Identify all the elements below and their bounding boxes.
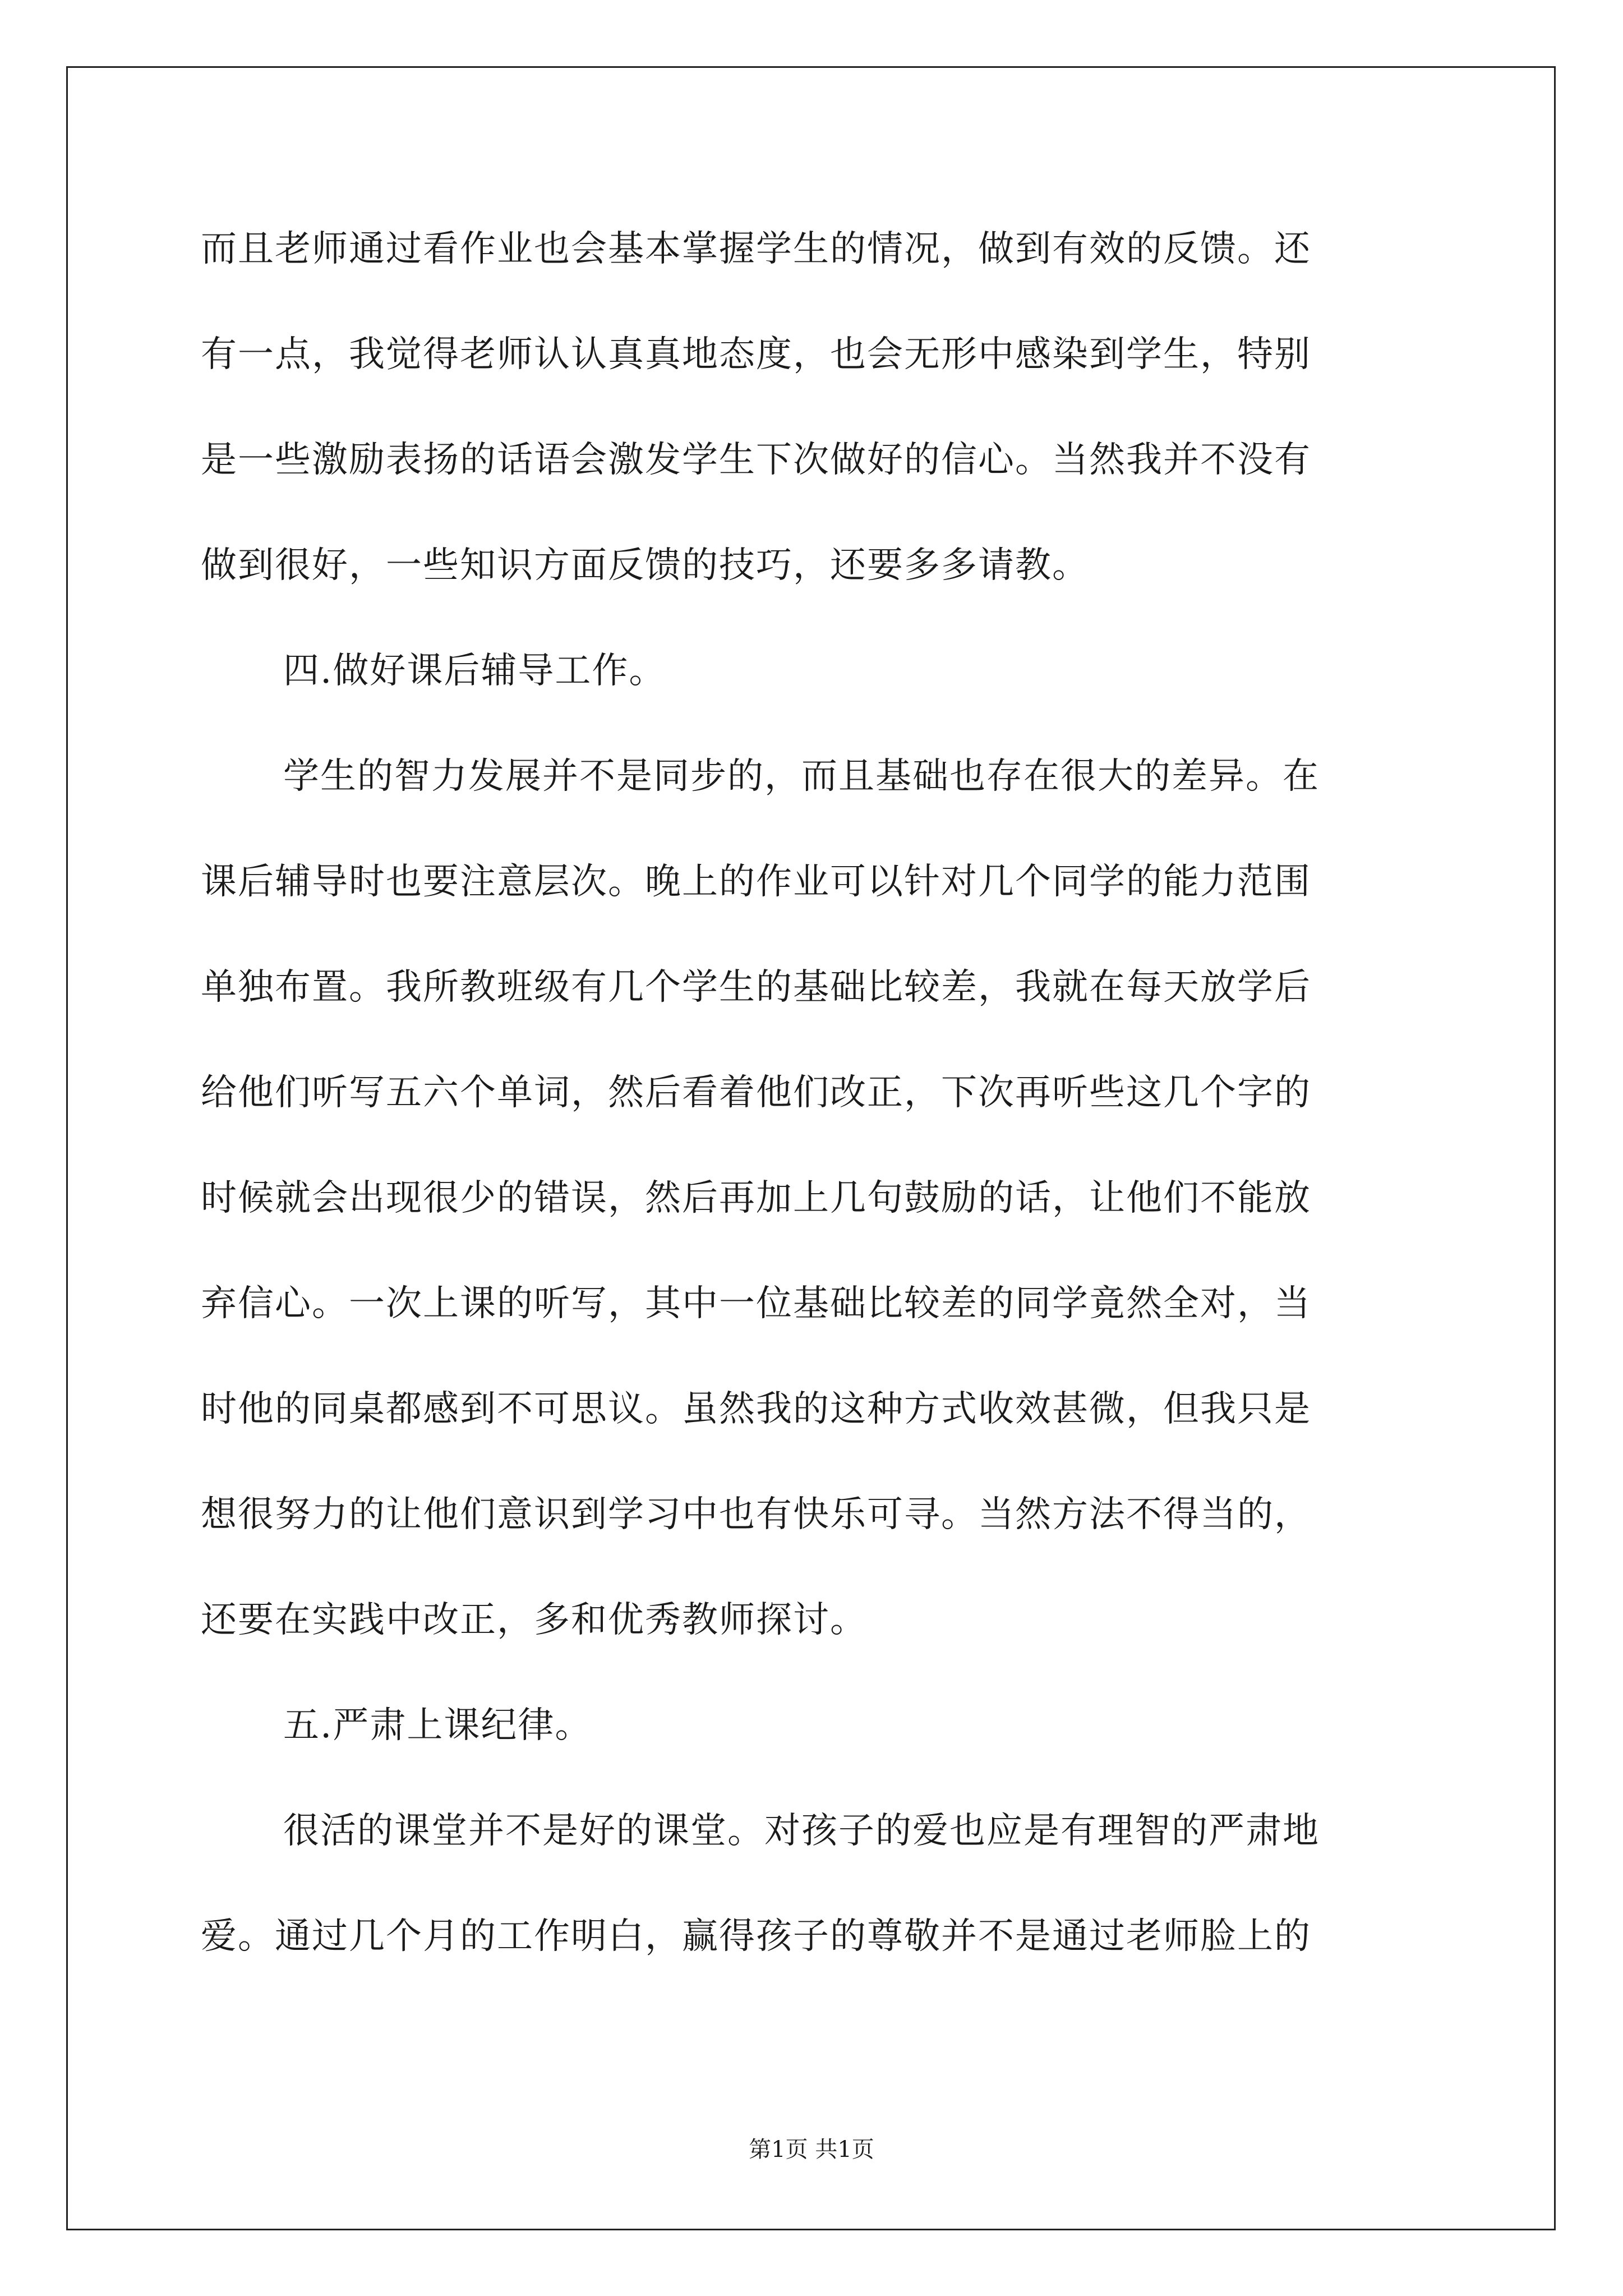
- body-line: 想很努力的让他们意识到学习中也有快乐可寻。当然方法不得当的，: [201, 1494, 1311, 1535]
- body-line: 有一点，我觉得老师认认真真地态度，也会无形中感染到学生，特别: [201, 334, 1311, 375]
- body-line: 单独布置。我所教班级有几个学生的基础比较差，我就在每天放学后: [201, 967, 1311, 1008]
- body-line: 很活的课堂并不是好的课堂。对孩子的爱也应是有理智的严肃地: [283, 1810, 1320, 1852]
- body-line: 爱。通过几个月的工作明白，赢得孩子的尊敬并不是通过老师脸上的: [201, 1916, 1311, 1957]
- body-line: 是一些激励表扬的话语会激发学生下次做好的信心。当然我并不没有: [201, 439, 1311, 481]
- body-line: 时他的同桌都感到不可思议。虽然我的这种方式收效甚微，但我只是: [201, 1388, 1311, 1430]
- page-border: [66, 66, 1556, 2230]
- body-line: 时候就会出现很少的错误，然后再加上几句鼓励的话，让他们不能放: [201, 1177, 1311, 1219]
- body-line: 还要在实践中改正，多和优秀教师探讨。: [201, 1599, 867, 1641]
- body-line: 而且老师通过看作业也会基本掌握学生的情况，做到有效的反馈。还: [201, 228, 1311, 270]
- section-heading: 四.做好课后辅导工作。: [283, 650, 666, 692]
- body-line: 做到很好，一些知识方面反馈的技巧，还要多多请教。: [201, 545, 1089, 586]
- section-heading: 五.严肃上课纪律。: [283, 1705, 592, 1746]
- body-line: 学生的智力发展并不是同步的，而且基础也存在很大的差异。在: [283, 756, 1320, 797]
- body-line: 弃信心。一次上课的听写，其中一位基础比较差的同学竟然全对，当: [201, 1283, 1311, 1324]
- page-footer: 第1页 共1页: [749, 2137, 874, 2162]
- body-line: 课后辅导时也要注意层次。晚上的作业可以针对几个同学的能力范围: [201, 861, 1311, 903]
- body-line: 给他们听写五六个单词，然后看着他们改正，下次再听些这几个字的: [201, 1072, 1311, 1114]
